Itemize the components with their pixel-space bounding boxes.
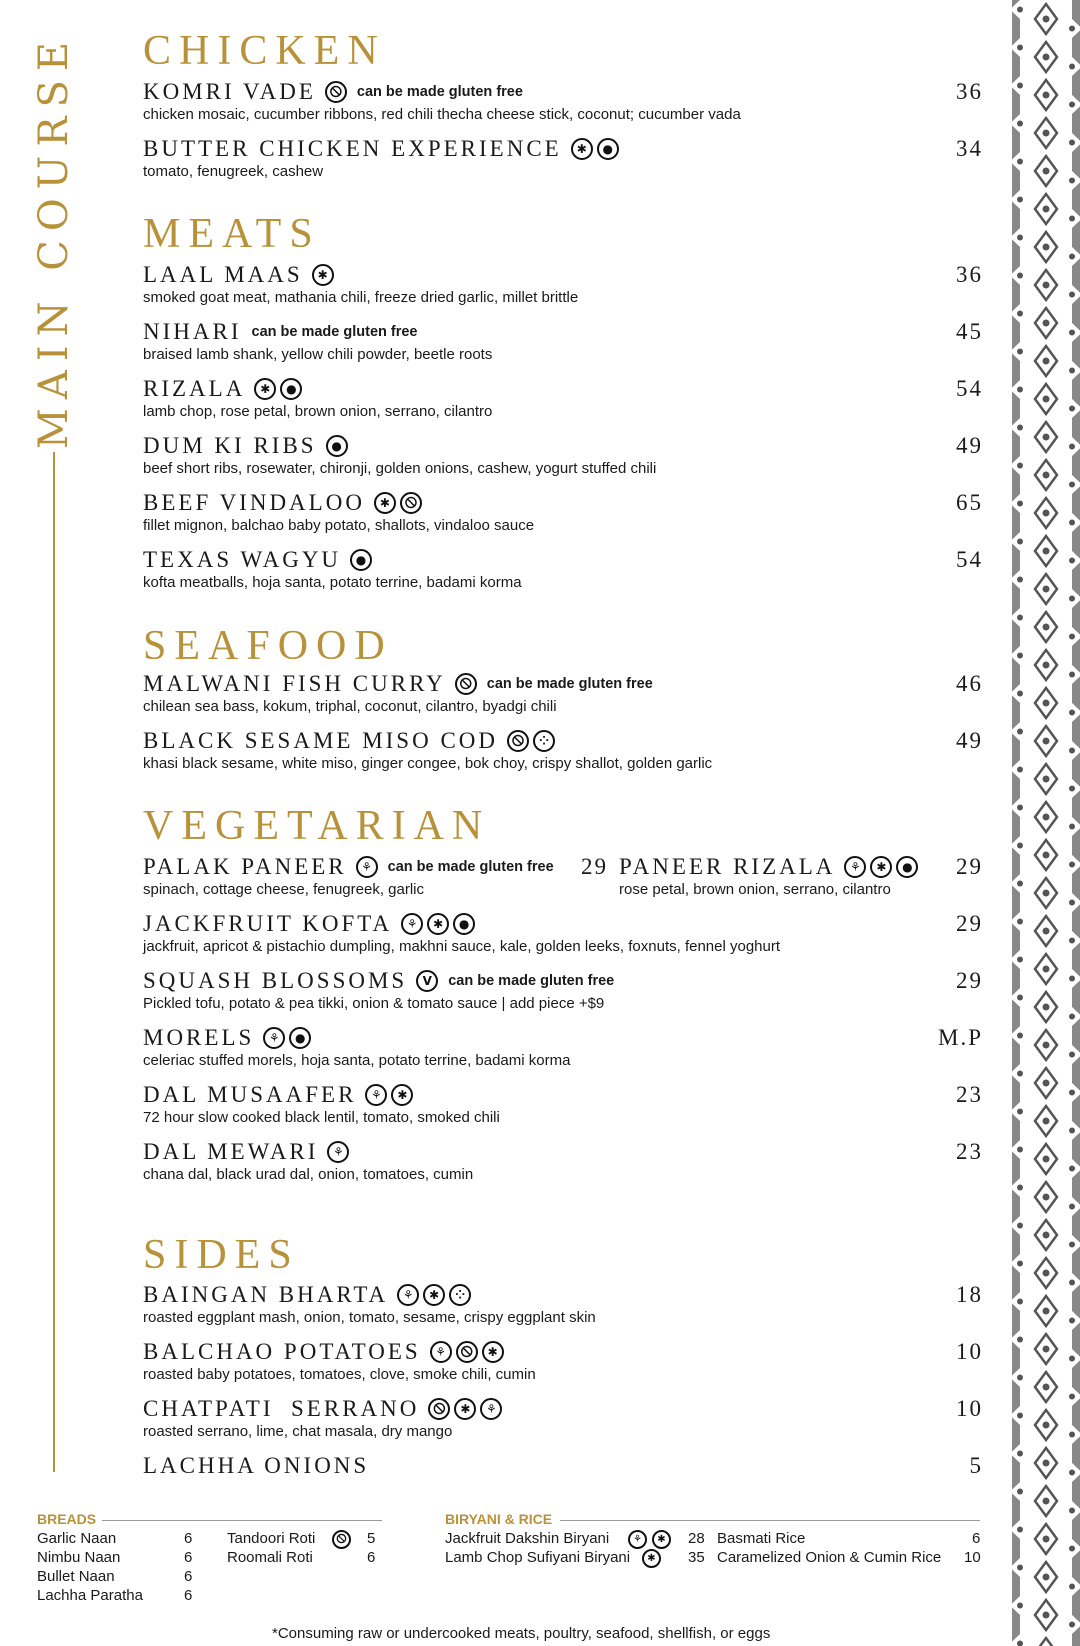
side-rule [53,452,55,1472]
menu-item-komri-vade [143,77,983,123]
item-desc: rose petal, brown onion, serrano, cilantro [619,881,891,898]
nut-icon: ● [280,378,302,400]
wheat-free-icon: ✱ [427,913,449,935]
item-price: 18 [956,1282,983,1307]
bread-item-tandoori-roti: Tandoori Roti [227,1530,316,1547]
menu-item-chatpati-serrano [143,1394,983,1440]
biryani-title: BIRYANI & RICE [445,1511,553,1527]
bread-price: 5 [367,1530,376,1547]
veg-icon: ⚘ [628,1530,647,1549]
item-name: RIZALA [143,376,246,401]
item-name: BUTTER CHICKEN EXPERIENCE [143,136,562,161]
menu-item-texas-wagyu [143,545,983,591]
item-price: 34 [956,136,983,161]
bread-price: 6 [184,1530,193,1547]
item-price: 54 [956,376,983,401]
sesame-icon: ⁘ [449,1284,471,1306]
menu-item-dum-ki-ribs [143,431,983,477]
item-price: 23 [956,1139,983,1164]
dairy-free-icon: 🛇 [507,730,529,752]
menu-item-lachha-onions [143,1451,983,1481]
nut-icon: ● [326,435,348,457]
menu-item-nihari [143,317,983,363]
wheat-free-icon: ✱ [870,856,892,878]
decorative-border [1012,0,1080,1646]
item-name: DUM KI RIBS [143,433,317,458]
veg-icon: ⚘ [401,913,423,935]
wheat-free-icon: ✱ [482,1341,504,1363]
item-price: 36 [956,79,983,104]
footnote: *Consuming raw or undercooked meats, poultry, seafood, shellfish, or eggs [272,1625,771,1642]
bread-item-bullet-naan: Bullet Naan [37,1568,115,1585]
item-name: MORELS [143,1025,255,1050]
section-title-meats: MEATS [143,211,321,257]
dairy-free-icon: 🛇 [456,1341,478,1363]
item-price: 29 [956,854,983,879]
item-price: M.P [938,1025,983,1050]
side-title [16,32,92,450]
item-name: DAL MUSAAFER [143,1082,357,1107]
menu-item-jackfruit-kofta [143,909,983,955]
biryani-price: 35 [688,1549,705,1566]
bread-item-lachha-paratha: Lachha Paratha [37,1587,143,1604]
item-name: PANEER RIZALA [619,854,836,879]
item-desc: beef short ribs, rosewater, chironji, golden onions, cashew, yogurt stuffed chili [143,460,657,477]
menu-item-malwani-fish-curry [143,669,983,715]
biryani-rule [560,1520,980,1521]
wheat-free-icon: ✱ [254,378,276,400]
menu-item-balchao-potatoes [143,1337,983,1383]
item-price: 49 [956,728,983,753]
item-desc: roasted eggplant mash, onion, tomato, sesame, crispy eggplant skin [143,1309,596,1326]
item-name: BEEF VINDALOO [143,490,365,515]
item-price: 65 [956,490,983,515]
menu-item-beef-vindaloo [143,488,983,534]
dairy-free-icon: 🛇 [400,492,422,514]
item-price: 10 [956,1396,983,1421]
menu-item-butter-chicken [143,134,983,180]
veg-icon: ⚘ [430,1341,452,1363]
nut-icon: ● [453,913,475,935]
item-name: SQUASH BLOSSOMS [143,968,408,993]
item-name: LAAL MAAS [143,262,303,287]
bread-item-roomali-roti: Roomali Roti [227,1549,313,1566]
item-name: BLACK SESAME MISO COD [143,728,499,753]
wheat-free-icon: ✱ [571,138,593,160]
biryani-price: 28 [688,1530,705,1547]
item-desc: smoked goat meat, mathania chili, freeze dried garlic, millet brittle [143,289,579,306]
veg-icon: ⚘ [356,856,378,878]
item-name: NIHARI [143,319,242,344]
item-desc: lamb chop, rose petal, brown onion, serrano, cilantro [143,403,493,420]
item-note: can be made gluten free [251,324,418,340]
section-title-vegetarian: VEGETARIAN [143,803,491,849]
menu-item-dal-musaafer [143,1080,983,1126]
bread-price: 6 [184,1587,193,1604]
veg-icon: ⚘ [327,1141,349,1163]
biryani-item-jackfruit: Jackfruit Dakshin Biryani [445,1530,610,1547]
side-title-text: MAIN COURSE [31,32,77,450]
sesame-icon: ⁘ [533,730,555,752]
nut-icon: ● [289,1027,311,1049]
menu-item-black-sesame-miso-cod [143,726,983,772]
item-price: 45 [956,319,983,344]
dairy-free-icon: 🛇 [428,1398,450,1420]
bread-price: 6 [184,1549,193,1566]
border-pattern [1012,0,1080,1646]
dairy-free-icon: 🛇 [455,673,477,695]
menu-item-baingan-bharta [143,1280,983,1326]
item-desc: chicken mosaic, cucumber ribbons, red chili thecha cheese stick, coconut; cucumber vada [143,106,741,123]
item-price: 5 [969,1453,983,1478]
item-price: 29 [956,911,983,936]
item-desc: roasted baby potatoes, tomatoes, clove, smoke chili, cumin [143,1366,536,1383]
breads-rule [102,1520,382,1521]
item-note: can be made gluten free [387,859,554,875]
item-name: CHATPATI SERRANO [143,1396,420,1421]
item-name: BAINGAN BHARTA [143,1282,389,1307]
section-title-sides: SIDES [143,1232,300,1278]
wheat-free-icon: ✱ [391,1084,413,1106]
item-price: 29 [956,968,983,993]
item-desc: roasted serrano, lime, chat masala, dry mango [143,1423,453,1440]
item-desc: jackfruit, apricot & pistachio dumpling, makhni sauce, kale, golden leeks, foxnuts, fennel yoghurt [143,938,781,955]
item-desc: 72 hour slow cooked black lentil, tomato, smoked chili [143,1109,500,1126]
nut-icon: ● [597,138,619,160]
wheat-free-icon: ✱ [374,492,396,514]
item-desc: braised lamb shank, yellow chili powder, beetle roots [143,346,493,363]
bread-price: 6 [367,1549,376,1566]
item-name: LACHHA ONIONS [143,1453,370,1478]
wheat-free-icon: ✱ [423,1284,445,1306]
section-title-chicken: CHICKEN [143,28,386,74]
vegan-icon: V [416,970,438,992]
item-desc: fillet mignon, balchao baby potato, shallots, vindaloo sauce [143,517,535,534]
item-name: DAL MEWARI [143,1139,319,1164]
menu-item-palak-paneer [143,852,608,898]
bread-price: 6 [184,1568,193,1585]
item-price: 23 [956,1082,983,1107]
item-note: can be made gluten free [448,973,615,989]
bread-item-garlic-naan: Garlic Naan [37,1530,117,1547]
menu-item-squash-blossoms [143,966,983,1012]
item-note: can be made gluten free [356,84,523,100]
rice-price: 10 [964,1549,981,1566]
item-name: TEXAS WAGYU [143,547,342,572]
menu-item-rizala [143,374,983,420]
item-price: 49 [956,433,983,458]
item-price: 36 [956,262,983,287]
veg-icon: ⚘ [365,1084,387,1106]
nut-icon: ● [350,549,372,571]
item-name: BALCHAO POTATOES [143,1339,421,1364]
section-title-seafood: SEAFOOD [143,623,393,669]
wheat-free-icon: ✱ [642,1549,661,1568]
veg-icon: ⚘ [397,1284,419,1306]
item-desc: Pickled tofu, potato & pea tikki, onion & tomato sauce | add piece +$9 [143,995,605,1012]
item-desc: spinach, cottage cheese, fenugreek, garlic [143,881,425,898]
item-desc: chilean sea bass, kokum, triphal, coconut, cilantro, byadgi chili [143,698,557,715]
veg-icon: ⚘ [844,856,866,878]
breads-title: BREADS [37,1511,97,1527]
rice-price: 6 [972,1530,981,1547]
veg-icon: ⚘ [480,1398,502,1420]
menu-item-dal-mewari [143,1137,983,1183]
rice-item-basmati: Basmati Rice [717,1530,806,1547]
item-name: MALWANI FISH CURRY [143,671,446,696]
wheat-free-icon: ✱ [454,1398,476,1420]
item-price: 10 [956,1339,983,1364]
veg-icon: ⚘ [263,1027,285,1049]
item-name: PALAK PANEER [143,854,347,879]
wheat-free-icon: ✱ [312,264,334,286]
dairy-free-icon: 🛇 [332,1530,351,1549]
menu-item-paneer-rizala [619,852,983,898]
menu-item-laal-maas [143,260,983,306]
item-desc: khasi black sesame, white miso, ginger congee, bok choy, crispy shallot, golden garlic [143,755,713,772]
nut-icon: ● [896,856,918,878]
item-name: KOMRI VADE [143,79,316,104]
item-desc: chana dal, black urad dal, onion, tomatoes, cumin [143,1166,474,1183]
item-desc: tomato, fenugreek, cashew [143,163,324,180]
item-price: 54 [956,547,983,572]
wheat-free-icon: ✱ [652,1530,671,1549]
item-desc: celeriac stuffed morels, hoja santa, potato terrine, badami korma [143,1052,571,1069]
biryani-item-lamb-chop: Lamb Chop Sufiyani Biryani [445,1549,631,1566]
bread-item-nimbu-naan: Nimbu Naan [37,1549,121,1566]
item-price: 46 [956,671,983,696]
item-note: can be made gluten free [486,676,653,692]
item-price: 29 [581,854,608,879]
dairy-free-icon: 🛇 [325,81,347,103]
menu-item-morels [143,1023,983,1069]
item-name: JACKFRUIT KOFTA [143,911,393,936]
item-desc: kofta meatballs, hoja santa, potato terrine, badami korma [143,574,522,591]
rice-item-caramelized-onion: Caramelized Onion & Cumin Rice [717,1549,942,1566]
